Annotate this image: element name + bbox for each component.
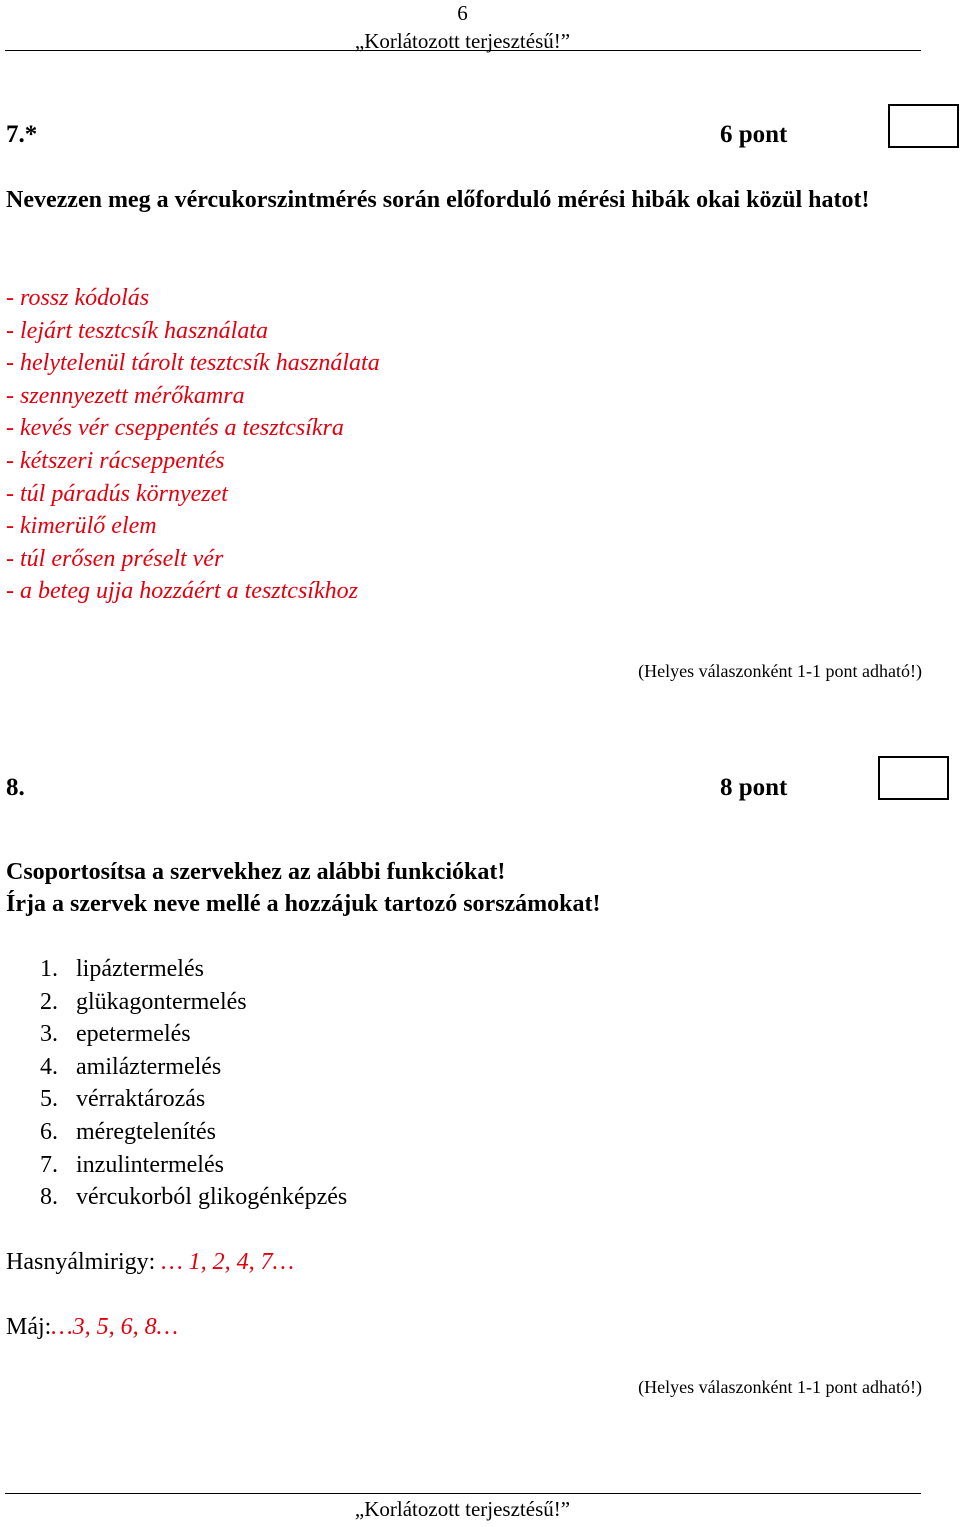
question-8-scoring-note: (Helyes válaszonként 1-1 pont adható!) — [638, 1377, 922, 1397]
question-7-number: 7.* — [6, 121, 38, 148]
function-item — [40, 1051, 347, 1084]
function-text: méregtelenítés — [76, 1118, 216, 1145]
function-text: vérraktározás — [76, 1086, 206, 1113]
question-7-prompt: Nevezzen meg a vércukorszintmérés során előforduló mérési hibák okai közül hatot! — [6, 187, 870, 213]
answer-liver — [6, 1312, 178, 1342]
function-text: glükagontermelés — [76, 988, 247, 1015]
answer-item: - kétszeri rácseppentés — [6, 447, 225, 474]
answer-pancreas-label: Hasnyálmirigy: — [6, 1249, 156, 1275]
header-rule — [5, 50, 921, 51]
answer-item: - túl páradús környezet — [6, 480, 228, 507]
function-number: 3. — [40, 1021, 58, 1048]
answer-item: - lejárt tesztcsík használata — [6, 317, 268, 344]
question-7-points: 6 pont — [720, 121, 788, 148]
function-number: 8. — [40, 1184, 58, 1211]
function-number: 5. — [40, 1086, 58, 1113]
function-number: 4. — [40, 1053, 58, 1080]
function-text: epetermelés — [76, 1021, 191, 1048]
question-8-prompt-line-2: Írja a szervek neve mellé a hozzájuk tartozó sorszámokat! — [6, 891, 601, 917]
answer-item: - helytelenül tárolt tesztcsík használata — [6, 350, 380, 377]
footer-distribution-label: „Korlátozott terjesztésű!” — [354, 1497, 571, 1521]
question-8-score-box[interactable] — [878, 756, 949, 800]
function-text: vércukorból glikogénképzés — [76, 1184, 348, 1211]
function-number: 7. — [40, 1151, 58, 1178]
function-text: lipáztermelés — [76, 956, 204, 982]
function-item — [40, 953, 347, 986]
answer-liver-value: …3, 5, 6, 8… — [51, 1314, 179, 1340]
function-item — [40, 1149, 347, 1182]
footer-rule — [5, 1493, 921, 1494]
answer-item: - kevés vér cseppentés a tesztcsíkra — [6, 415, 344, 442]
function-list — [40, 953, 347, 1214]
function-item — [40, 1116, 347, 1149]
question-8-prompt-line-1: Csoportosítsa a szervekhez az alábbi funkciókat! — [6, 859, 506, 885]
function-item — [40, 1018, 347, 1051]
page-number: 6 — [457, 1, 468, 25]
function-item — [40, 1181, 347, 1214]
answer-pancreas — [6, 1247, 294, 1277]
function-number: 2. — [40, 988, 58, 1015]
answer-liver-label: Máj: — [6, 1314, 52, 1340]
function-item — [40, 1083, 347, 1116]
question-7-scoring-note: (Helyes válaszonként 1-1 pont adható!) — [638, 661, 922, 681]
question-8-number: 8. — [6, 774, 25, 801]
question-8-points: 8 pont — [720, 774, 788, 801]
answer-pancreas-value: … 1, 2, 4, 7… — [161, 1249, 294, 1275]
function-text: inzulintermelés — [76, 1151, 224, 1178]
question-7-score-box[interactable] — [888, 104, 959, 148]
header-distribution-label: „Korlátozott terjesztésű!” — [354, 29, 571, 53]
answer-item: - kimerülő elem — [6, 513, 157, 540]
answer-item: - rossz kódolás — [6, 285, 150, 311]
function-number: 1. — [40, 956, 58, 982]
answer-item: - szennyezett mérőkamra — [6, 382, 245, 409]
function-text: amiláztermelés — [76, 1053, 222, 1080]
function-number: 6. — [40, 1118, 58, 1145]
question-7-answer-list — [6, 282, 380, 608]
function-item — [40, 986, 347, 1019]
answer-item: - túl erősen préselt vér — [6, 545, 224, 572]
answer-item: - a beteg ujja hozzáért a tesztcsíkhoz — [6, 578, 358, 605]
